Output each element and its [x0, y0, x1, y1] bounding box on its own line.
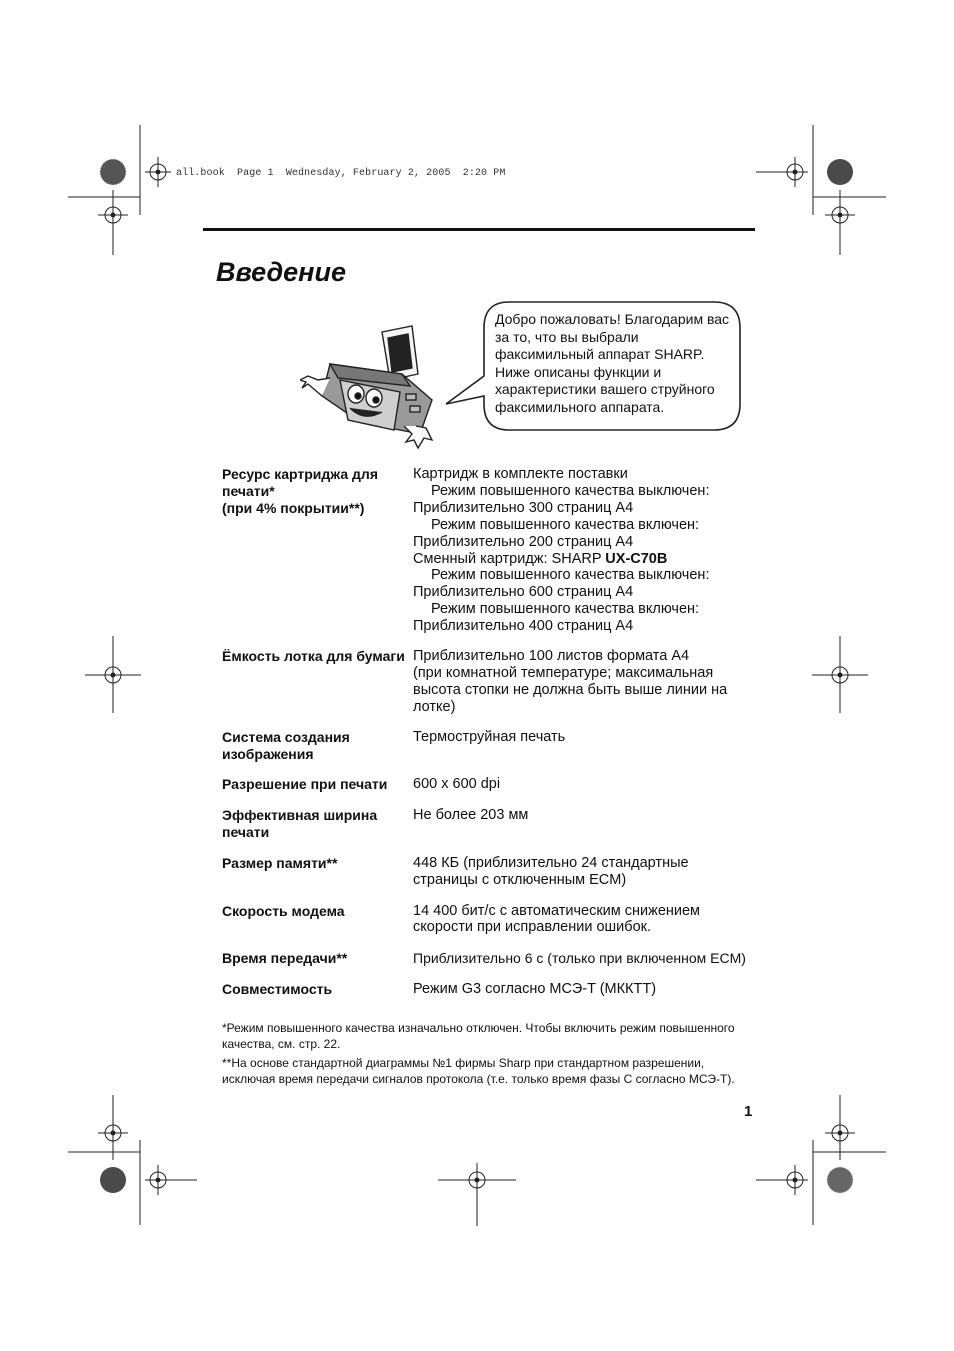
- spec-line: 14 400 бит/с с автоматическим снижением: [413, 902, 701, 919]
- spec-line: Режим повышенного качества включен:: [431, 601, 700, 618]
- spec-line: Приблизительно 6 с (только при включенном ECM): [413, 950, 746, 967]
- spec-value: [413, 807, 762, 841]
- spec-value: [413, 855, 762, 889]
- spec-row-modem: [222, 903, 762, 937]
- spec-row-memory: [222, 855, 762, 889]
- spec-row-imaging: [222, 729, 762, 763]
- spec-label: Ресурс картриджа для печати* (при 4% покрытии**): [222, 466, 378, 516]
- spec-line: лотке): [413, 698, 456, 715]
- spec-row-paper-tray: [222, 648, 762, 716]
- spec-label: Разрешение при печати: [222, 775, 388, 792]
- spec-row-resolution: [222, 776, 762, 793]
- spec-label: Система создания изображения: [222, 728, 350, 762]
- spec-value: [413, 466, 762, 635]
- spec-line: Приблизительно 400 страниц A4: [413, 618, 634, 635]
- spec-row-transmission: [222, 950, 762, 967]
- spec-line: Режим повышенного качества выключен:: [431, 567, 710, 584]
- spec-line-text: Сменный картридж: SHARP: [413, 550, 606, 567]
- spec-label: Совместимость: [222, 981, 333, 998]
- spec-line: Термоструйная печать: [413, 728, 566, 745]
- spec-line: 448 КБ (приблизительно 24 стандартные: [413, 854, 689, 871]
- footnote: **На основе стандартной диаграммы №1 фирмы Sharp при стандартном разрешении, исключая время передачи сигналов протокола (т.е. только время фазы C согласно МСЭ-T).: [222, 1056, 735, 1086]
- spec-value: [413, 729, 762, 763]
- spec-line: Приблизительно 300 страниц A4: [413, 499, 634, 516]
- spec-label: Скорость модема: [222, 902, 345, 919]
- spec-line: Приблизительно 200 страниц A4: [413, 533, 634, 550]
- spec-line: Режим повышенного качества выключен:: [431, 482, 710, 499]
- model-number: UX-C70B: [605, 550, 668, 567]
- spec-line: (при комнатной температуре; максимальная: [413, 664, 714, 681]
- footnotes: [222, 1020, 752, 1090]
- spec-value: [413, 648, 762, 716]
- spec-line: скорости при исправлении ошибок.: [413, 919, 652, 936]
- spec-line: Приблизительно 600 страниц A4: [413, 584, 634, 601]
- spec-line: Режим повышенного качества включен:: [431, 516, 700, 533]
- spec-line: Приблизительно 100 листов формата A4: [413, 648, 690, 665]
- spec-row-compatibility: [222, 981, 762, 998]
- spec-line: высота стопки не должна быть выше линии на: [413, 681, 728, 698]
- spec-line: Не более 203 мм: [413, 806, 529, 823]
- spec-line: 600 x 600 dpi: [413, 775, 501, 792]
- bubble-text: Добро пожаловать! Благодарим вас за то, что вы выбрали факсимильный аппарат SHARP. Ниже описаны функции и характеристики вашего струйного факсимильного аппарата.: [495, 311, 730, 415]
- spec-line: страницы с отключенным ECM): [413, 871, 627, 888]
- spec-label: Размер памяти**: [222, 854, 338, 871]
- page-title: Введение: [216, 257, 347, 287]
- specifications-list: [222, 466, 762, 998]
- header-slug: all.book Page 1 Wednesday, February 2, 2005 2:20 PM: [176, 168, 506, 179]
- page-number: 1: [744, 1103, 753, 1120]
- spec-row-cartridge: [222, 466, 762, 635]
- fax-mascot-illustration: [300, 322, 445, 452]
- spec-value: [413, 903, 762, 937]
- footnote: *Режим повышенного качества изначально отключен. Чтобы включить режим повышенного качества, см. стр. 22.: [222, 1021, 735, 1051]
- header-rule: [203, 228, 755, 231]
- spec-line: Картридж в комплекте поставки: [413, 466, 628, 482]
- spec-value: [413, 981, 762, 998]
- spec-line-replacement: [413, 551, 762, 568]
- spec-value: [413, 776, 762, 793]
- spec-row-print-width: [222, 807, 762, 841]
- spec-line: Режим G3 согласно МСЭ-T (МККТТ): [413, 981, 657, 998]
- spec-label: Ёмкость лотка для бумаги: [222, 648, 405, 665]
- spec-label: Время передачи**: [222, 950, 348, 967]
- spec-label: Эффективная ширина печати: [222, 806, 378, 840]
- spec-value: [413, 950, 762, 967]
